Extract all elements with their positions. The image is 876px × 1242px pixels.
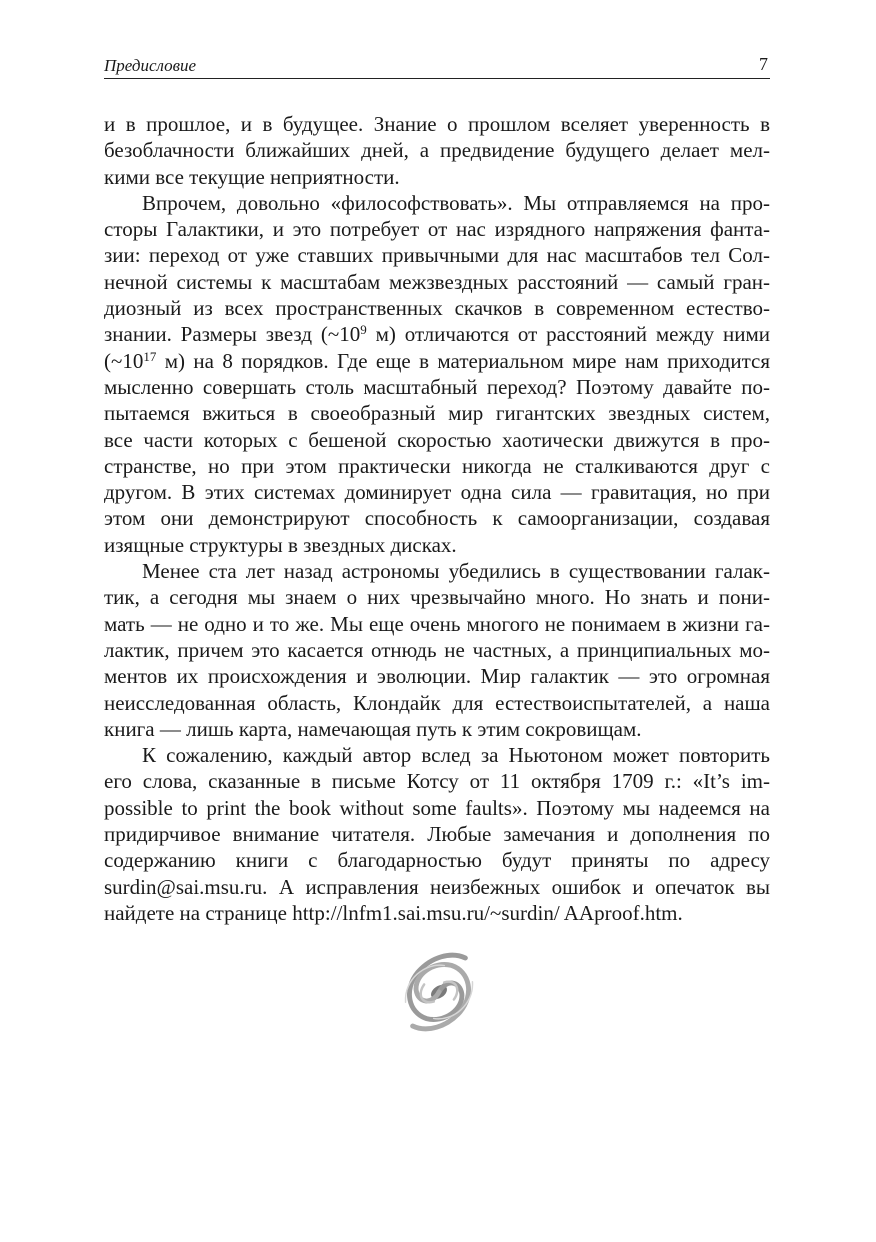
text-line: придирчивое внимание читателя. Любые замечания и дополнения по: [104, 822, 770, 847]
text-line: Менее ста лет назад астрономы убедились в существовании галак-: [142, 559, 770, 584]
text-line: лактик, причем это касается отнюдь не частных, а принципиальных мо-: [104, 637, 770, 662]
text-line: зии: переход от уже ставших привычными для нас масштабов тел Сол-: [104, 243, 770, 268]
running-title: Предисловие: [104, 56, 197, 75]
superscript-exponent: 17: [143, 348, 157, 364]
page-number: 7: [759, 54, 768, 74]
text-line: содержанию книги с благодарностью будут приняты по адресу: [104, 848, 770, 873]
text-line: мысленно совершать столь масштабный переход? Поэтому давайте по-: [104, 374, 770, 399]
body-text: [104, 111, 770, 926]
spiral-galaxy-icon: [390, 946, 488, 1038]
text-line: ментов их происхождения и эволюции. Мир галактик — это огромная: [104, 664, 770, 689]
text-line: К сожалению, каждый автор вслед за Ньютоном может повторить: [142, 743, 770, 768]
text-line: изящные структуры в звездных дисках.: [104, 532, 457, 557]
text-line: нечной системы к масштабам межзвездных расстояний — самый гран-: [104, 269, 770, 294]
text-line: странстве, но при этом практически никогда не сталкиваются друг с: [104, 453, 770, 478]
running-header: [104, 50, 770, 79]
text-line: кими все текущие неприятности.: [104, 164, 400, 189]
text-line: безоблачности ближайших дней, а предвидение будущего делает мел-: [104, 138, 770, 163]
text-line: Впрочем, довольно «философствовать». Мы отправляемся на про-: [142, 190, 770, 215]
text-line: этом они демонстрируют способность к самоорганизации, создавая: [104, 506, 770, 531]
text-line: найдете на странице http://lnfm1.sai.msu.ru/~surdin/ AAproof.htm.: [104, 900, 683, 925]
text-line: другом. В этих системах доминирует одна сила — гравитация, но при: [104, 480, 770, 505]
text-line: сторы Галактики, и это потребует от нас изрядного напряжения фанта-: [104, 217, 770, 242]
text-line: его слова, сказанные в письме Котсу от 11 октября 1709 г.: «It’s im-: [104, 769, 770, 794]
text-line: и в прошлое, и в будущее. Знание о прошлом вселяет уверенность в: [104, 112, 770, 136]
text-line: surdin@sai.msu.ru. А исправления неизбежных ошибок и опечаток вы: [104, 874, 770, 899]
text-line: книга — лишь карта, намечающая путь к этим сокровищам.: [104, 716, 642, 741]
text-line: диозный из всех пространственных скачков в современном естество-: [104, 296, 770, 321]
text-line: ($\sim 10^{17}$ м) на 8 порядков. Где еще в материальном мире нам приходится: [104, 348, 770, 373]
text-line: неисследованная область, Клондайк для естествоиспытателей, а наша: [104, 690, 770, 715]
text-line: знании. Размеры звезд ($\sim 10^9$ м) отличаются от расстояний между ними: [104, 322, 770, 347]
text-line: тик, а сегодня мы знаем о них чрезвычайно много. Но знать и пони-: [104, 585, 770, 610]
text-line: мать — не одно и то же. Мы еще очень многого не понимаем в жизни га-: [104, 611, 770, 636]
text-line: possible to print the book without some faults». Поэтому мы надеемся на: [104, 795, 770, 820]
text-line: пытаемся вжиться в своеобразный мир гигантских звездных систем,: [104, 401, 770, 426]
superscript-exponent: 9: [360, 322, 367, 338]
text-line: все части которых с бешеной скоростью хаотически движутся в про-: [104, 427, 770, 452]
